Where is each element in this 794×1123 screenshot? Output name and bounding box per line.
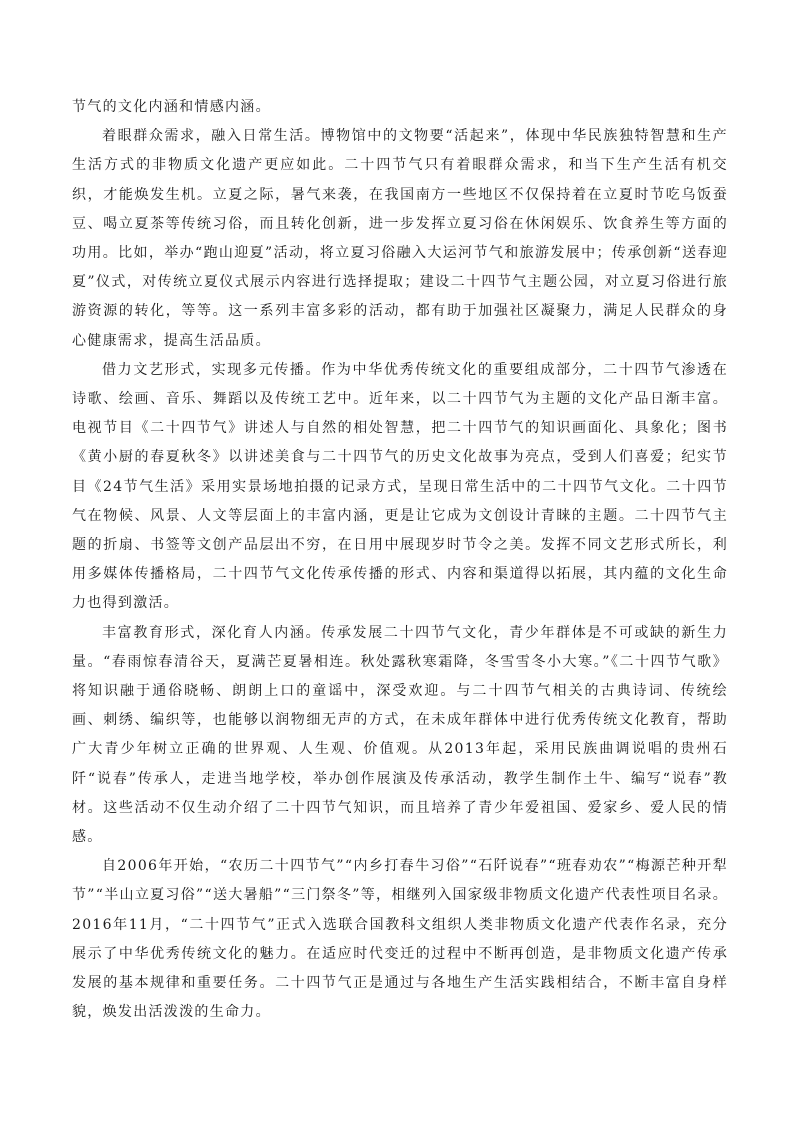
paragraph-continuation: 节气的文化内涵和情感内涵。 bbox=[72, 99, 271, 115]
paragraph-arts-dissemination: 借力文艺形式，实现多元传播。作为中华优秀传统文化的重要组成部分，二十四节气渗透在诗歌、绘画、音乐、舞蹈以及传统工艺中。近年来，以二十四节气为主题的文化产品日渐丰富。电视节目《二十四节气》讲述人与自然的相处智慧，把二十四节气的知识画面化、具象化；图书《黄小厨的春夏秋冬》以讲述美食与二十四节气的历史文化故事为亮点，受到人们喜爱；纪实节目《24节气生活》采用实景场地拍摄的记录方式，呈现日常生活中的二十四节气文化。二十四节气在物候、风景、人文等层面上的丰富内涵，更是让它成为文创设计青睐的主题。二十四节气主题的折扇、书签等文创产品层出不穷，在日用中展现岁时节令之美。发挥不同文艺形式所长，利用多媒体传播格局，二十四节气文化传承传播的形式、内容和渠道得以拓展，其内蕴的文化生命力也得到激活。 bbox=[72, 361, 728, 612]
paragraph-daily-life: 着眼群众需求，融入日常生活。博物馆中的文物要“活起来”，体现中华民族独特智慧和生产生活方式的非物质文化遗产更应如此。二十四节气只有着眼群众需求，和当下生产生活有机交织，才能焕发生机。立夏之际，暑气来袭，在我国南方一些地区不仅保持着在立夏时节吃乌饭蚕豆、喝立夏茶等传统习俗，而且转化创新，进一步发挥立夏习俗在休闲娱乐、饮食养生等方面的功用。比如，举办“跑山迎夏”活动，将立夏习俗融入大运河节气和旅游发展中；传承创新“送春迎夏”仪式，对传统立夏仪式展示内容进行选择提取；建设二十四节气主题公园，对立夏习俗进行旅游资源的转化，等等。这一系列丰富多彩的活动，都有助于加强社区凝聚力，满足人民群众的身心健康需求，提高生活品质。 bbox=[72, 128, 728, 349]
paragraph-heritage-listing: 自2006年开始，“农历二十四节气”“内乡打春牛习俗”“石阡说春”“班春劝农”“梅源芒种开犁节”“半山立夏习俗”“送大暑船”“三门祭冬”等，相继列入国家级非物质文化遗产代表性项目名录。2016年11月，“二十四节气”正式入选联合国教科文组织人类非物质文化遗产代表作名录，充分展示了中华优秀传统文化的魅力。在适应时代变迁的过程中不断再创造，是非物质文化遗产传承发展的基本规律和重要任务。二十四节气正是通过与各地生产生活实践相结合，不断丰富自身样貌，焕发出活泼泼的生命力。 bbox=[72, 858, 728, 1021]
article-body bbox=[72, 93, 728, 1028]
paragraph-education: 丰富教育形式，深化育人内涵。传承发展二十四节气文化，青少年群体是不可或缺的新生力量。“春雨惊春清谷天，夏满芒夏暑相连。秋处露秋寒霜降，冬雪雪冬小大寒。”《二十四节气歌》将知识融于通俗晓畅、朗朗上口的童谣中，深受欢迎。与二十四节气相关的古典诗词、传统绘画、刺绣、编织等，也能够以润物细无声的方式，在未成年群体中进行优秀传统文化教育，帮助广大青少年树立正确的世界观、人生观、价值观。从2013年起，采用民族曲调说唱的贵州石阡“说春”传承人，走进当地学校，举办创作展演及传承活动，教学生制作土牛、编写“说春”教材。这些活动不仅生动介绍了二十四节气知识，而且培养了青少年爱祖国、爱家乡、爱人民的情感。 bbox=[72, 624, 728, 846]
